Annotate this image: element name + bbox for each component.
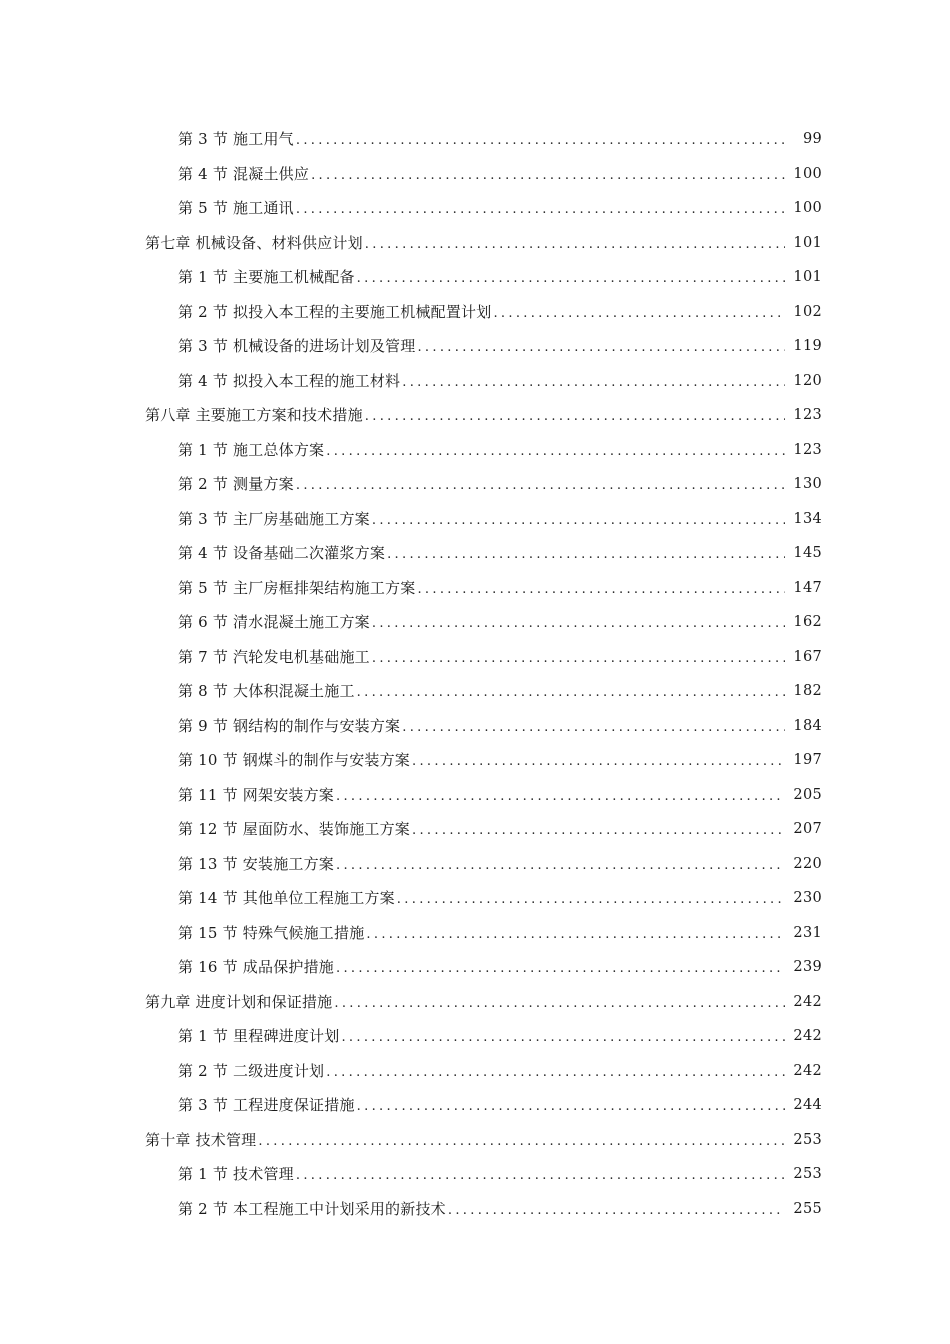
toc-entry[interactable] [0,812,950,847]
toc-entry[interactable] [0,778,950,813]
dot-leader [296,467,785,502]
toc-entry[interactable] [0,950,950,985]
toc-entry-label: 第 5 节 施工通讯 [178,199,294,217]
toc-entry-label: 第 3 节 主厂房基础施工方案 [178,509,370,528]
toc-entry[interactable] [0,709,950,744]
toc-entry-page: 99 [802,131,822,147]
toc-entry-page: 162 [793,614,822,630]
toc-chapter-entry[interactable] [0,985,950,1020]
toc-entry-label: 第 15 节 特殊气候施工措施 [178,923,365,942]
dot-leader [357,260,785,295]
dot-leader [357,1088,785,1123]
toc-chapter-entry[interactable] [0,226,950,261]
dot-leader [372,605,785,640]
toc-entry[interactable] [0,364,950,399]
toc-entry-label: 第 2 节 二级进度计划 [178,1061,325,1080]
toc-entry-label: 第十章 技术管理 [145,1130,257,1149]
toc-entry-page: 182 [793,683,822,699]
dot-leader [412,743,785,778]
toc-entry-page: 253 [793,1131,822,1148]
dot-leader [341,1019,785,1054]
toc-entry-label: 第 4 节 拟投入本工程的施工材料 [178,371,401,390]
toc-entry-page: 255 [793,1200,822,1217]
dot-leader [448,1192,785,1227]
toc-entry[interactable] [0,1192,950,1227]
toc-entry-label: 第 3 节 施工用气 [178,130,294,148]
toc-entry-page: 242 [793,1062,822,1079]
toc-entry-page: 244 [793,1097,822,1113]
toc-entry-label: 第 1 节 技术管理 [178,1165,294,1183]
toc-entry-label: 第 9 节 钢结构的制作与安装方案 [178,716,401,735]
toc-entry[interactable] [0,329,950,364]
toc-entry-page: 220 [793,855,822,872]
dot-leader [402,364,785,399]
toc-entry[interactable] [0,1054,950,1089]
toc-entry-label: 第 1 节 施工总体方案 [178,440,325,459]
toc-entry-label: 第 10 节 钢煤斗的制作与安装方案 [178,751,410,769]
dot-leader [417,329,785,364]
toc-entry-label: 第 5 节 主厂房框排架结构施工方案 [178,578,416,597]
dot-leader [296,122,785,157]
toc-entry-label: 第 4 节 设备基础二次灌浆方案 [178,544,386,562]
toc-entry-label: 第 16 节 成品保护措施 [178,958,334,976]
toc-entry[interactable] [0,295,950,330]
toc-entry[interactable] [0,847,950,882]
toc-entry-label: 第 13 节 安装施工方案 [178,854,334,873]
toc-entry[interactable] [0,1088,950,1123]
toc-entry-page: 231 [793,924,822,941]
toc-entry[interactable] [0,157,950,192]
toc-entry-label: 第 1 节 主要施工机械配备 [178,268,355,286]
dot-leader [336,778,785,813]
toc-entry-page: 123 [793,407,822,423]
toc-entry[interactable] [0,260,950,295]
toc-entry-page: 130 [793,476,822,492]
toc-entry-label: 第 1 节 里程碑进度计划 [178,1027,340,1045]
toc-entry[interactable] [0,743,950,778]
toc-entry[interactable] [0,433,950,468]
toc-entry-page: 184 [793,717,822,734]
dot-leader [357,674,785,709]
toc-entry-label: 第八章 主要施工方案和技术措施 [145,406,363,424]
dot-leader [493,295,785,330]
toc-entry-label: 第 2 节 拟投入本工程的主要施工机械配置计划 [178,302,492,321]
dot-leader [296,191,785,226]
dot-leader [417,571,785,606]
toc-entry-label: 第 4 节 混凝土供应 [178,164,310,183]
toc-entry-page: 239 [793,959,822,975]
toc-entry-label: 第 12 节 屋面防水、装饰施工方案 [178,820,410,838]
toc-entry[interactable] [0,122,950,157]
dot-leader [365,398,785,433]
toc-entry[interactable] [0,674,950,709]
toc-entry-page: 242 [793,993,822,1010]
dot-leader [372,640,785,675]
toc-entry-label: 第 3 节 工程进度保证措施 [178,1096,355,1114]
dot-leader [326,1054,785,1089]
toc-entry[interactable] [0,640,950,675]
toc-entry-page: 101 [793,269,822,285]
toc-entry[interactable] [0,916,950,951]
toc-entry[interactable] [0,605,950,640]
dot-leader [326,433,785,468]
toc-entry-page: 230 [793,890,822,906]
toc-entry[interactable] [0,1019,950,1054]
toc-entry-page: 101 [793,234,822,251]
table-of-contents [0,122,950,1226]
toc-entry[interactable] [0,191,950,226]
toc-entry-label: 第 8 节 大体积混凝土施工 [178,682,355,700]
toc-entry-page: 147 [793,579,822,596]
toc-entry-page: 102 [793,303,822,320]
dot-leader [296,1157,785,1192]
toc-entry-label: 第九章 进度计划和保证措施 [145,992,333,1011]
toc-entry-label: 第 7 节 汽轮发电机基础施工 [178,647,370,666]
dot-leader [311,157,785,192]
dot-leader [258,1123,785,1158]
toc-entry-label: 第七章 机械设备、材料供应计划 [145,233,363,252]
toc-chapter-entry[interactable] [0,1123,950,1158]
dot-leader [412,812,785,847]
toc-entry-page: 242 [793,1028,822,1044]
toc-entry-page: 167 [793,648,822,665]
toc-entry-page: 205 [793,786,822,803]
toc-entry-page: 134 [793,510,822,527]
toc-entry-page: 207 [793,821,822,837]
dot-leader [334,985,785,1020]
toc-entry-label: 第 14 节 其他单位工程施工方案 [178,889,395,907]
toc-entry[interactable] [0,502,950,537]
toc-entry-page: 100 [793,200,822,216]
toc-entry-label: 第 2 节 本工程施工中计划采用的新技术 [178,1199,446,1218]
dot-leader [402,709,785,744]
dot-leader [372,502,785,537]
dot-leader [397,881,785,916]
dot-leader [336,950,785,985]
toc-entry-page: 120 [793,372,822,389]
toc-chapter-entry[interactable] [0,398,950,433]
toc-entry-label: 第 2 节 测量方案 [178,475,294,493]
toc-entry-label: 第 3 节 机械设备的进场计划及管理 [178,337,416,355]
toc-entry-label: 第 6 节 清水混凝土施工方案 [178,613,370,631]
dot-leader [387,536,785,571]
toc-entry[interactable] [0,467,950,502]
toc-entry-page: 253 [793,1166,822,1182]
toc-entry[interactable] [0,1157,950,1192]
toc-entry[interactable] [0,881,950,916]
dot-leader [366,916,785,951]
toc-entry-page: 119 [793,338,822,354]
dot-leader [336,847,785,882]
toc-entry-page: 123 [793,441,822,458]
toc-entry[interactable] [0,571,950,606]
toc-entry-page: 145 [793,545,822,561]
toc-entry-page: 197 [793,752,822,768]
toc-entry-page: 100 [793,165,822,182]
toc-entry-label: 第 11 节 网架安装方案 [178,785,334,804]
toc-entry[interactable] [0,536,950,571]
dot-leader [365,226,785,261]
